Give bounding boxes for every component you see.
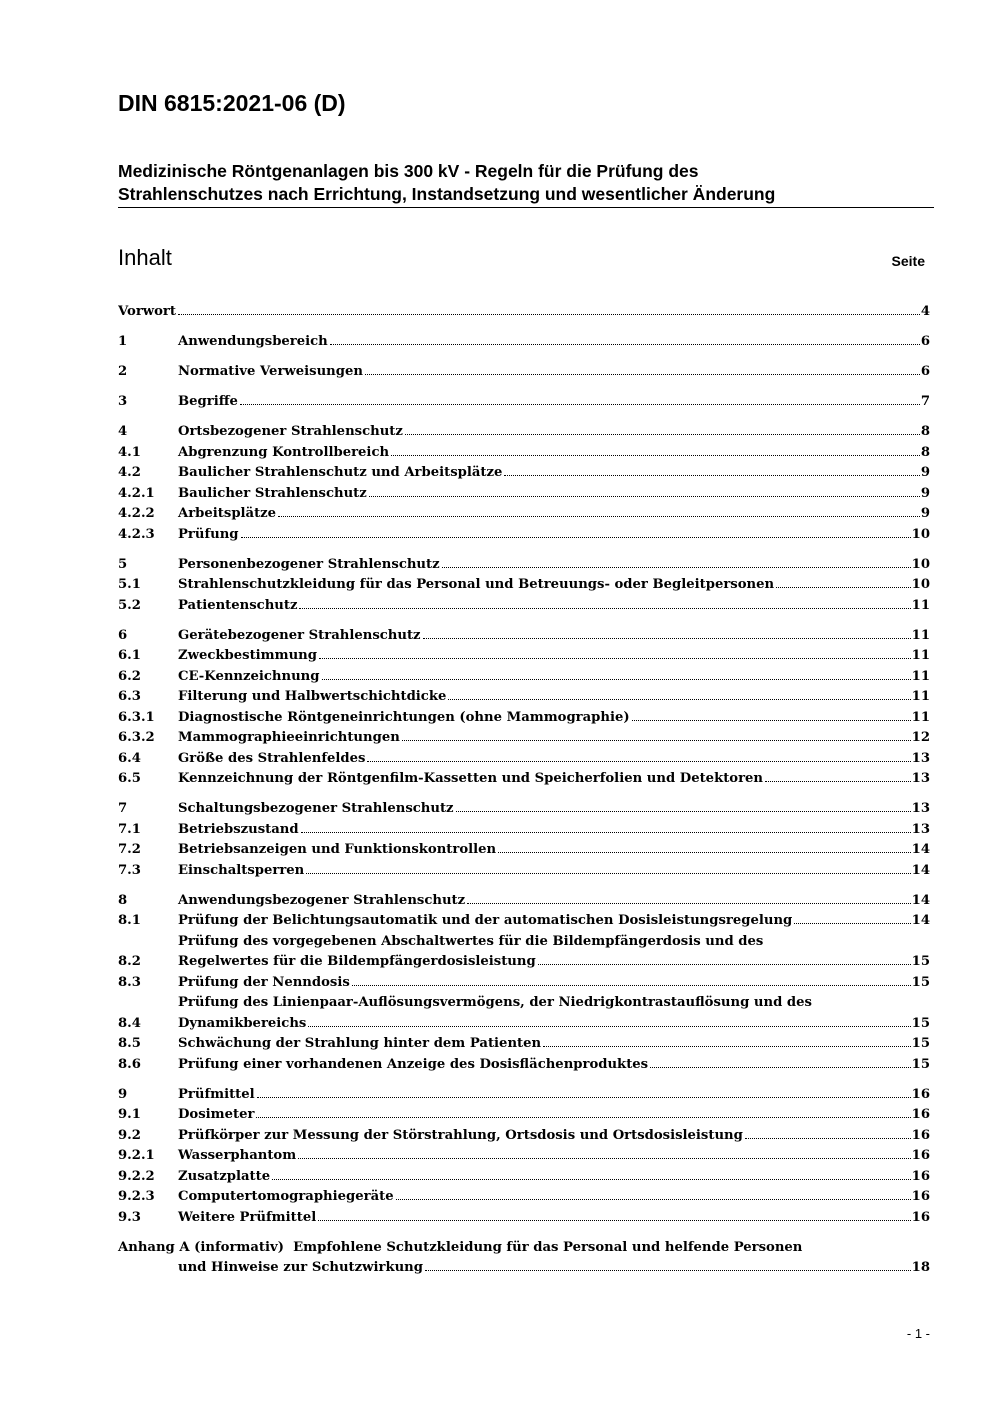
toc-entry-page: 9 [920,485,930,501]
toc-entry-title: Mammographieeinrichtungen [178,730,400,745]
toc-entry-title: CE-Kennzeichnung [178,668,320,684]
toc-entry[interactable] [118,1167,930,1188]
toc-entry[interactable] [118,575,930,596]
toc-entry-title: Personenbezogener Strahlenschutz [178,556,440,572]
toc-group [118,422,930,545]
toc-entry[interactable] [118,973,930,994]
toc-entry-title: Anwendungsbezogener Strahlenschutz [178,892,466,908]
toc-entry-title: Baulicher Strahlenschutz und Arbeitsplätze [178,465,503,480]
toc-entry-title: Prüfung der Nenndosis [178,974,350,990]
toc-entry-number: 3 [118,394,128,409]
dot-leader [308,1025,910,1027]
dot-leader [632,719,911,721]
dot-leader [178,313,920,315]
toc-entry[interactable] [118,820,930,841]
dot-leader [256,1116,910,1118]
dot-leader [504,474,919,476]
toc-entry-number: 4.2.1 [118,485,155,501]
toc-entry-title: Arbeitsplätze [178,506,277,521]
toc-entry[interactable] [118,362,930,383]
toc-entry-number: 4.2 [118,465,141,480]
document-title [118,160,933,206]
toc-entry[interactable] [118,555,930,576]
toc-entry-number: 4.2.2 [118,506,155,521]
dot-leader [391,454,920,456]
toc-entry-number: 6.5 [118,771,141,786]
toc-entry-title: Computertomographiegeräte [178,1189,394,1204]
toc-entry-number: 2 [118,364,128,379]
dot-leader [425,1269,911,1271]
toc-entry-number: 9.1 [118,1107,141,1122]
toc-entry-number: 6 [118,627,128,643]
toc-entry-page: 9 [920,465,930,480]
toc-entry[interactable] [118,392,930,413]
dot-leader [745,1137,911,1139]
dot-leader [776,586,911,588]
toc-entry[interactable] [118,443,930,464]
toc-entry-page: 16 [911,1168,930,1184]
dot-leader [650,1066,911,1068]
toc-entry-page: 6 [920,334,930,349]
dot-leader [442,566,911,568]
toc-entry-page: 11 [911,648,930,663]
toc-entry-number: 6.1 [118,648,141,663]
toc-entry-title: Prüfkörper zur Messung der Störstrahlung, Ortsdosis und Ortsdosisleistung [178,1127,743,1143]
toc-entry-page: 11 [911,627,930,643]
toc-entry[interactable] [118,1146,930,1167]
dot-leader [456,810,911,812]
toc-entry-number: 5 [118,556,128,572]
toc-entry-page: 14 [911,842,930,857]
toc-entry-title: Zusatzplatte [178,1168,271,1184]
dot-leader [330,343,920,345]
toc-entry-number: 6.4 [118,750,141,766]
toc-entry[interactable] [118,463,930,484]
toc-entry-page: 15 [911,1015,930,1031]
toc-entry-page: 15 [911,954,930,969]
toc-entry-title: Betriebsanzeigen und Funktionskontrollen [178,842,497,857]
dot-leader [396,1198,911,1200]
toc-entry-page: 14 [911,862,930,878]
toc-entry[interactable] [118,1085,930,1106]
toc-entry-title: Zweckbestimmung [178,648,317,663]
toc-entry[interactable] [118,911,930,932]
dot-leader [467,902,911,904]
toc-entry-title: Abgrenzung Kontrollbereich [178,444,390,460]
toc-group [118,1085,930,1229]
toc-entry-page: 6 [920,364,930,379]
dot-leader [319,657,911,659]
toc-entry-page: 13 [911,750,930,766]
toc-entry-title: Größe des Strahlenfeldes [178,750,366,766]
toc-entry-title: Anwendungsbereich [178,334,328,349]
dot-leader [278,515,920,517]
toc-entry-page: 12 [911,730,930,745]
toc-annex-page: 18 [911,1260,930,1275]
toc-entry-number: 9.2 [118,1127,141,1143]
toc-entry[interactable] [118,728,930,749]
dot-leader [448,698,910,700]
toc-group [118,1238,930,1279]
toc-entry-title: Prüfung einer vorhandenen Anzeige des Dosisflächenproduktes [178,1056,649,1072]
toc-entry-page: 10 [911,577,930,592]
toc-entry-title: Wasserphantom [178,1148,297,1163]
dot-leader [306,872,910,874]
toc-entry[interactable] [118,687,930,708]
toc-entry-page: 4 [920,304,930,319]
toc-entry-title: Prüfung [178,526,239,542]
toc-entry-number: 1 [118,334,128,349]
toc-entry-number: 6.3.1 [118,709,155,725]
toc-entry[interactable] [118,504,930,525]
document-title-line-1: Medizinische Röntgenanlagen bis 300 kV - Regeln für die Prüfung des [118,161,699,181]
toc-entry-title: Kennzeichnung der Röntgenfilm-Kassetten und Speicherfolien und Detektoren [178,771,764,786]
toc-group [118,555,930,617]
toc-entry[interactable] [118,799,930,820]
toc-entry-page: 15 [911,1056,930,1072]
toc-entry[interactable] [118,302,930,323]
dot-leader [272,1178,911,1180]
toc-entry-title: Dosimeter [178,1107,255,1122]
dot-leader [299,607,910,609]
toc-entry-title: Filterung und Halbwertschichtdicke [178,689,447,704]
dot-leader [423,637,911,639]
toc-entry-number: 7.1 [118,821,141,837]
toc-entry[interactable] [118,891,930,912]
dot-leader [352,984,911,986]
toc-entry-title: Gerätebezogener Strahlenschutz [178,627,421,643]
toc-entry-number: 8.2 [118,954,141,969]
toc-entry-number: 9.3 [118,1209,141,1225]
toc-entry[interactable] [118,525,930,546]
toc-entry[interactable] [118,484,930,505]
toc-entry[interactable] [118,749,930,770]
toc-entry-page: 11 [911,709,930,725]
toc-entry-number: 6.3.2 [118,730,155,745]
toc-entry-title: Ortsbezogener Strahlenschutz [178,424,403,439]
dot-leader [543,1045,911,1047]
toc-entry-page: 16 [911,1189,930,1204]
toc-entry-title: Normative Verweisungen [178,364,363,379]
toc-entry-number: 7 [118,801,128,816]
toc-group [118,302,930,323]
dot-leader [301,831,911,833]
toc-entry-page: 16 [911,1086,930,1102]
toc-entry-title: Prüfung der Belichtungsautomatik und der automatischen Dosisleistungsregelung [178,913,793,928]
toc-entry[interactable] [118,667,930,688]
toc-entry-page: 16 [911,1148,930,1163]
toc-entry-page: 10 [911,526,930,542]
dot-leader [322,678,911,680]
toc-group [118,799,930,881]
toc-entry[interactable] [118,708,930,729]
document-id: DIN 6815:2021-06 (D) [118,90,346,116]
toc-entry-page: 8 [920,424,930,439]
dot-leader [241,536,911,538]
toc-entry[interactable] [118,1105,930,1126]
dot-leader [794,922,910,924]
table-of-contents [118,302,930,1279]
toc-annex-title-line-1: Anhang A (informativ) Empfohlene Schutzkleidung für das Personal und helfende Personen [118,1239,803,1255]
toc-heading: Inhalt [118,245,172,270]
toc-entry[interactable] [118,646,930,667]
toc-entry[interactable] [118,993,930,1034]
toc-entry-page: 16 [911,1209,930,1225]
toc-entry[interactable] [118,1034,930,1055]
toc-entry-page: 9 [920,506,930,521]
toc-entry-number: 8 [118,892,128,908]
toc-entry-number: 8.5 [118,1036,141,1051]
toc-entry-page: 15 [911,974,930,990]
toc-group [118,362,930,383]
toc-entry-title: Regelwertes für die Bildempfängerdosisleistung [178,954,536,969]
toc-entry-number: 9.2.3 [118,1189,155,1204]
dot-leader [405,433,920,435]
toc-entry[interactable] [118,1187,930,1208]
toc-group [118,392,930,413]
toc-group [118,626,930,790]
toc-entry[interactable] [118,769,930,790]
toc-entry-page: 8 [920,444,930,460]
toc-entry[interactable] [118,1208,930,1229]
toc-entry-page: 7 [920,394,930,409]
toc-entry-number: 8.4 [118,1015,141,1031]
toc-entry-number: 4.1 [118,444,141,460]
toc-entry-title: Begriffe [178,394,238,409]
dot-leader [257,1096,911,1098]
toc-entry[interactable] [118,596,930,617]
dot-leader [402,739,911,741]
toc-entry-number: 8.6 [118,1056,141,1072]
toc-entry-title: Dynamikbereichs [178,1015,307,1031]
toc-entry-title: Weitere Prüfmittel [178,1209,317,1225]
toc-entry[interactable] [118,422,930,443]
toc-entry[interactable] [118,626,930,647]
dot-leader [365,373,920,375]
toc-entry-number: 8.1 [118,913,141,928]
toc-entry-page: 13 [911,821,930,837]
title-divider [118,207,934,208]
dot-leader [538,963,911,965]
toc-entry-title: Strahlenschutzkleidung für das Personal und Betreuungs- oder Begleitpersonen [178,577,775,592]
toc-entry-number: 4 [118,424,128,439]
toc-entry-title: Einschaltsperren [178,862,305,878]
toc-entry-number: 5.1 [118,577,141,592]
toc-entry-number: 7.3 [118,862,141,878]
toc-entry-title-line-1: Prüfung des vorgegebenen Abschaltwertes für die Bildempfängerdosis und des [178,933,764,949]
dot-leader [318,1219,910,1221]
toc-annex-title-line-2: und Hinweise zur Schutzwirkung [178,1260,423,1275]
toc-entry-number: 5.2 [118,597,141,613]
dot-leader [498,851,911,853]
toc-entry-page: 10 [911,556,930,572]
toc-entry-title: Betriebszustand [178,821,299,837]
toc-entry-number: 8.3 [118,974,141,990]
toc-entry-page: 14 [911,892,930,908]
toc-entry-page: 15 [911,1036,930,1051]
toc-entry[interactable] [118,840,930,861]
toc-entry[interactable] [118,1126,930,1147]
toc-entry-number: 4.2.3 [118,526,155,542]
dot-leader [240,403,920,405]
document-title-line-2: Strahlenschutzes nach Errichtung, Instandsetzung und wesentlicher Änderung [118,184,776,204]
toc-entry[interactable] [118,932,930,973]
toc-entry-number: 6.3 [118,689,141,704]
toc-group [118,891,930,1076]
toc-entry-number: 9.2.2 [118,1168,155,1184]
toc-entry-page: 13 [911,801,930,816]
toc-entry[interactable] [118,861,930,882]
toc-entry-number: 6.2 [118,668,141,684]
toc-entry-title: Vorwort [118,304,176,319]
toc-entry-title: Patientenschutz [178,597,298,613]
toc-entry-page: 11 [911,597,930,613]
toc-entry-title-line-1: Prüfung des Linienpaar-Auflösungsvermögens, der Niedrigkontrastauflösung und des [178,995,812,1010]
toc-entry-page: 11 [911,668,930,684]
dot-leader [367,760,910,762]
toc-entry-page: 16 [911,1107,930,1122]
toc-entry-title: Prüfmittel [178,1086,255,1102]
toc-entry-number: 7.2 [118,842,141,857]
toc-page-column-label: Seite [891,253,925,269]
toc-entry[interactable] [118,1055,930,1076]
toc-group [118,332,930,353]
toc-entry-number: 9.2.1 [118,1148,155,1163]
toc-entry[interactable] [118,332,930,353]
toc-entry-title: Schaltungsbezogener Strahlenschutz [178,801,454,816]
page-number: - 1 - [906,1326,930,1341]
toc-entry-title: Schwächung der Strahlung hinter dem Patienten [178,1036,542,1051]
dot-leader [298,1157,910,1159]
dot-leader [369,495,920,497]
toc-entry-page: 11 [911,689,930,704]
toc-entry-page: 13 [911,771,930,786]
toc-entry-number: 9 [118,1086,128,1102]
toc-entry-page: 14 [911,913,930,928]
toc-annex-entry[interactable] [118,1238,930,1279]
toc-entry-title: Baulicher Strahlenschutz [178,485,367,501]
dot-leader [765,780,911,782]
toc-entry-title: Diagnostische Röntgeneinrichtungen (ohne Mammographie) [178,709,630,725]
toc-entry-page: 16 [911,1127,930,1143]
